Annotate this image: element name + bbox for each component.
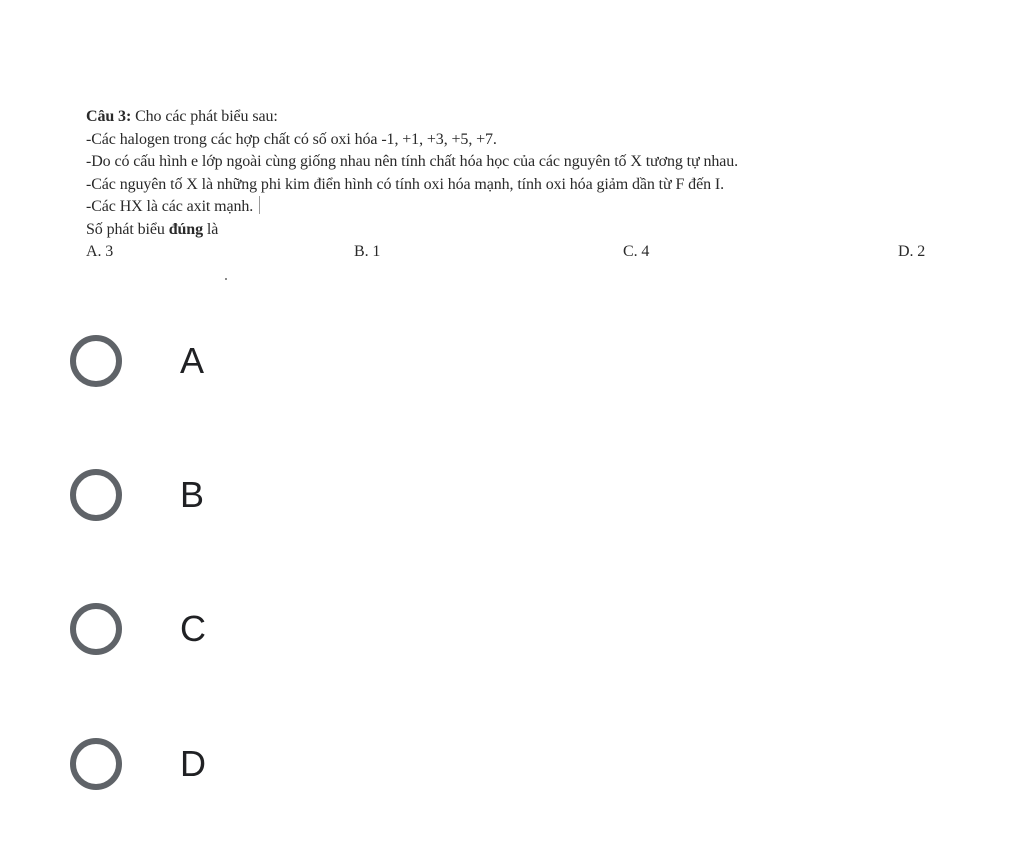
statement-2: -Do có cấu hình e lớp ngoài cùng giống nhau nên tính chất hóa học của các nguyên tố X tương tự nhau. — [86, 153, 739, 170]
choice-b-text: B. 1 — [354, 243, 381, 260]
option-c[interactable] — [70, 595, 430, 663]
prompt-before: Số phát biểu — [86, 220, 169, 238]
choice-a-text: A. 3 — [86, 243, 114, 260]
question-title — [86, 106, 986, 129]
radio-button-icon[interactable] — [70, 469, 122, 521]
answer-choices — [86, 241, 986, 263]
stray-mark — [225, 278, 227, 280]
statement-3: -Các nguyên tố X là những phi kim điển hình có tính oxi hóa mạnh, tính oxi hóa giảm dần từ F đến I. — [86, 175, 725, 193]
question-prompt — [86, 219, 986, 242]
option-b[interactable] — [70, 461, 430, 529]
text-cursor — [259, 196, 260, 214]
option-label: B — [180, 474, 205, 515]
choice-d-text: D. 2 — [898, 243, 926, 260]
option-label: A — [180, 340, 205, 381]
prompt-after: là — [203, 220, 219, 238]
statement-4-row — [86, 196, 986, 219]
choice-c-text: C. 4 — [623, 243, 650, 260]
option-label: C — [180, 608, 206, 649]
statement-4: -Các HX là các axit mạnh. — [86, 198, 254, 215]
question-intro: Cho các phát biểu sau: — [131, 108, 278, 125]
statement-1: -Các halogen trong các hợp chất có số oxi hóa -1, +1, +3, +5, +7. — [86, 130, 497, 148]
radio-button-icon[interactable] — [70, 738, 122, 790]
radio-button-icon[interactable] — [70, 603, 122, 655]
option-label: D — [180, 743, 206, 784]
prompt-bold: đúng — [168, 220, 203, 238]
question-image — [86, 106, 986, 263]
radio-button-icon[interactable] — [70, 335, 122, 387]
question-number: Câu 3: — [86, 108, 132, 125]
option-a[interactable] — [70, 327, 430, 395]
option-d[interactable] — [70, 730, 430, 798]
